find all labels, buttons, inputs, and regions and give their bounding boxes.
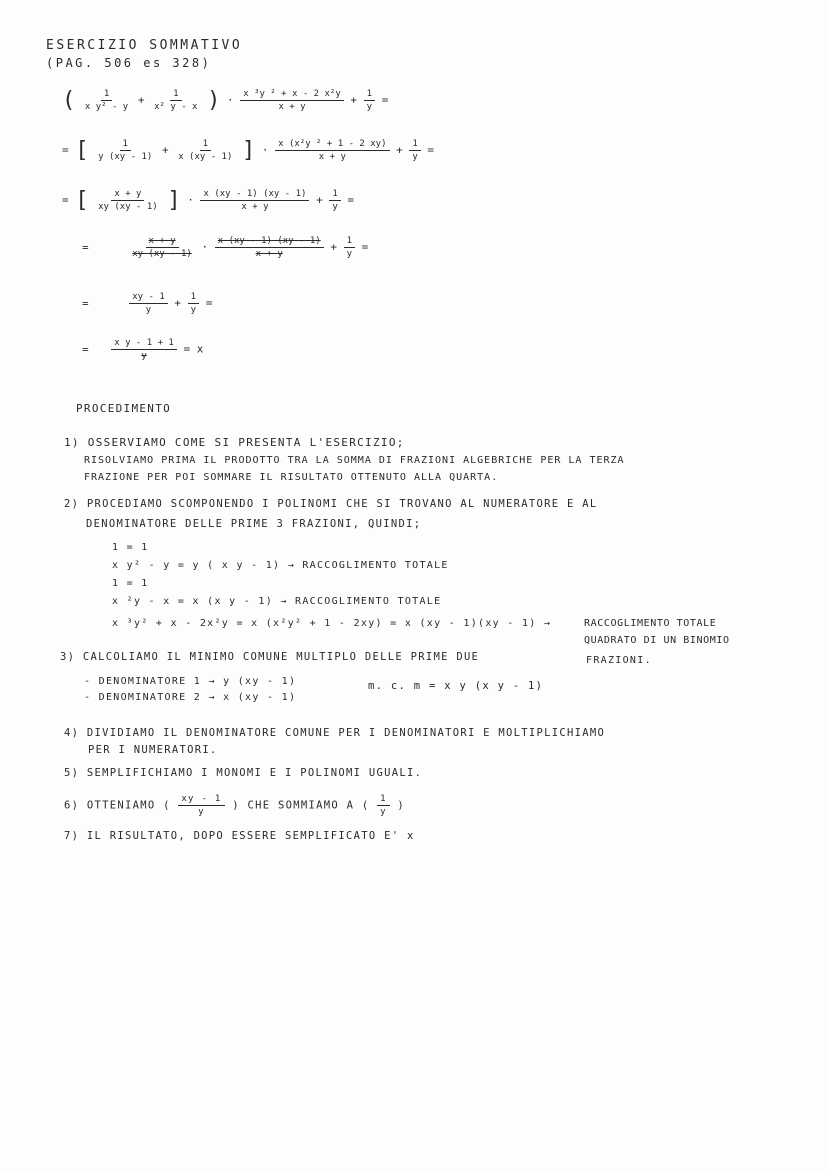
numerator: x + y <box>146 236 179 248</box>
denominator: y <box>141 351 147 361</box>
step-1-line-2: RISOLVIAMO PRIMA IL PRODOTTO TRA LA SOMMA DI FRAZIONI ALGEBRICHE PER LA TERZA <box>84 455 625 466</box>
factorization-5-note-1: RACCOGLIMENTO TOTALE <box>584 618 717 629</box>
procedure-heading: PROCEDIMENTO <box>76 402 172 415</box>
denominator: xy (xy - 1) <box>98 202 158 212</box>
denominator: y <box>412 152 418 162</box>
step-6 <box>64 794 405 817</box>
numerator: 1 <box>101 89 112 101</box>
factorization-4: x ²y - x = x (x y - 1) → RACCOGLIMENTO TOTALE <box>112 596 442 607</box>
plus-sign: + <box>330 240 337 254</box>
plus-sign: + <box>137 93 145 107</box>
numerator: x (xy - 1) (xy - 1) <box>215 236 324 248</box>
fraction <box>175 139 235 162</box>
step-4-line-2: PER I NUMERATORI. <box>88 744 218 756</box>
numerator: 1 <box>200 139 211 151</box>
step-5: 5) SEMPLIFICHIAMO I MONOMI E I POLINOMI UGUALI. <box>64 767 423 779</box>
fraction <box>409 139 420 162</box>
paren-close: ) <box>207 88 221 113</box>
result: = x <box>183 342 204 356</box>
denominator: y <box>190 305 197 315</box>
math-line-2 <box>62 138 434 163</box>
step-4-line-1: 4) DIVIDIAMO IL DENOMINATORE COMUNE PER I DENOMINATORI E MOLTIPLICHIAMO <box>64 727 606 739</box>
equals-sign: = <box>361 240 369 254</box>
denominator: x y² - y <box>84 102 129 112</box>
numerator: 1 <box>344 236 355 248</box>
denominator: x + y <box>255 249 283 259</box>
factorization-2: x y² - y = y ( x y - 1) → RACCOGLIMENTO TOTALE <box>112 560 449 571</box>
numerator: x y - 1 + 1 <box>111 338 177 350</box>
numerator: 1 <box>188 292 199 304</box>
equals-sign: = <box>62 143 69 157</box>
dot-operator: · <box>226 93 234 107</box>
step-6-text: 6) OTTENIAMO ( <box>64 799 171 812</box>
fraction <box>188 292 199 315</box>
plus-sign: + <box>350 93 358 107</box>
fraction <box>95 139 155 162</box>
equals-sign: = <box>205 296 213 310</box>
step-2-line-1: 2) PROCEDIAMO SCOMPONENDO I POLINOMI CHE SI TROVANO AL NUMERATORE E AL <box>64 498 598 510</box>
equals-sign: = <box>82 342 89 356</box>
numerator: xy - 1 <box>129 292 168 304</box>
step-7: 7) IL RISULTATO, DOPO ESSERE SEMPLIFICATO E' x <box>64 830 415 842</box>
fraction <box>240 89 344 112</box>
fraction <box>344 236 355 259</box>
page-title: ESERCIZIO SOMMATIVO <box>46 38 243 53</box>
plus-sign: + <box>174 296 182 310</box>
fraction <box>178 794 224 817</box>
fraction <box>111 338 177 361</box>
plus-sign: + <box>396 143 403 157</box>
math-line-1 <box>62 88 388 113</box>
denominator: y <box>198 807 205 817</box>
paren-open: ( <box>62 88 76 113</box>
denominator: y <box>332 202 338 212</box>
step-3-note: FRAZIONI. <box>586 655 652 666</box>
fraction <box>200 189 309 212</box>
numerator: x + y <box>111 189 144 201</box>
factorization-5: x ³y² + x - 2x²y = x (x²y² + 1 - 2xy) = x (xy - 1)(xy - 1) → <box>112 618 552 629</box>
denominator: y <box>346 249 352 259</box>
denominator: y <box>380 807 387 817</box>
denominator-2: - DENOMINATORE 2 → x (xy - 1) <box>84 692 297 703</box>
denominator: y (xy - 1) <box>98 152 153 162</box>
fraction <box>215 236 324 259</box>
math-line-4 <box>82 236 368 259</box>
factorization-3: 1 = 1 <box>112 578 149 589</box>
denominator: y <box>145 305 152 315</box>
step-1-line-3: FRAZIONE PER POI SOMMARE IL RISULTATO OTTENUTO ALLA QUARTA. <box>84 472 499 483</box>
step-2-line-2: DENOMINATORE DELLE PRIME 3 FRAZIONI, QUINDI; <box>86 518 422 530</box>
step-6-text: ) CHE SOMMIAMO A ( <box>232 799 370 812</box>
bracket-open: [ <box>75 188 89 213</box>
math-line-5 <box>82 292 212 315</box>
denominator: x + y <box>278 102 306 112</box>
equals-sign: = <box>347 193 354 207</box>
step-6-text: ) <box>397 799 406 812</box>
fraction <box>129 236 195 259</box>
numerator: 1 <box>409 139 420 151</box>
factorization-1: 1 = 1 <box>112 542 149 553</box>
fraction <box>329 189 340 212</box>
numerator: x (x²y ² + 1 - 2 xy) <box>275 139 389 151</box>
equals-sign: = <box>381 93 389 107</box>
numerator: x (xy - 1) (xy - 1) <box>200 189 309 201</box>
denominator: x (xy - 1) <box>178 152 233 162</box>
numerator: x ³y ² + x - 2 x²y <box>240 89 344 101</box>
equals-sign: = <box>427 143 435 157</box>
fraction <box>275 139 389 162</box>
equals-sign: = <box>62 193 69 207</box>
plus-sign: + <box>161 143 169 157</box>
bracket-close: ] <box>167 188 181 213</box>
math-line-3 <box>62 188 354 213</box>
fraction <box>129 292 168 315</box>
denominator: xy (xy - 1) <box>132 249 192 259</box>
numerator: 1 <box>170 89 181 101</box>
equals-sign: = <box>82 296 89 310</box>
fraction <box>82 89 131 112</box>
step-1-line-1: 1) OSSERVIAMO COME SI PRESENTA L'ESERCIZIO; <box>64 436 405 449</box>
fraction <box>95 189 161 212</box>
bracket-close: ] <box>242 138 256 163</box>
denominator-1: - DENOMINATORE 1 → y (xy - 1) <box>84 676 297 687</box>
numerator: 1 <box>364 89 375 101</box>
denominator: x + y <box>241 202 269 212</box>
fraction <box>364 89 375 112</box>
plus-sign: + <box>316 193 323 207</box>
math-line-6 <box>82 338 203 361</box>
fraction <box>151 89 200 112</box>
denominator: x² y - x <box>154 102 198 112</box>
numerator: xy - 1 <box>178 794 224 806</box>
dot-operator: · <box>261 143 269 157</box>
numerator: 1 <box>120 139 131 151</box>
numerator: 1 <box>377 794 390 806</box>
factorization-5-note-2: QUADRATO DI UN BINOMIO <box>584 635 730 646</box>
mcm-result: m. c. m = x y (x y - 1) <box>368 680 544 692</box>
page-subtitle: (PAG. 506 es 328) <box>46 56 212 70</box>
bracket-open: [ <box>75 138 89 163</box>
dot-operator: · <box>187 193 194 207</box>
denominator: x + y <box>318 152 346 162</box>
dot-operator: · <box>201 240 209 254</box>
step-3-line-1: 3) CALCOLIAMO IL MINIMO COMUNE MULTIPLO DELLE PRIME DUE <box>60 651 480 663</box>
fraction <box>377 794 390 817</box>
numerator: 1 <box>329 189 340 201</box>
denominator: y <box>366 102 373 112</box>
equals-sign: = <box>82 240 89 254</box>
